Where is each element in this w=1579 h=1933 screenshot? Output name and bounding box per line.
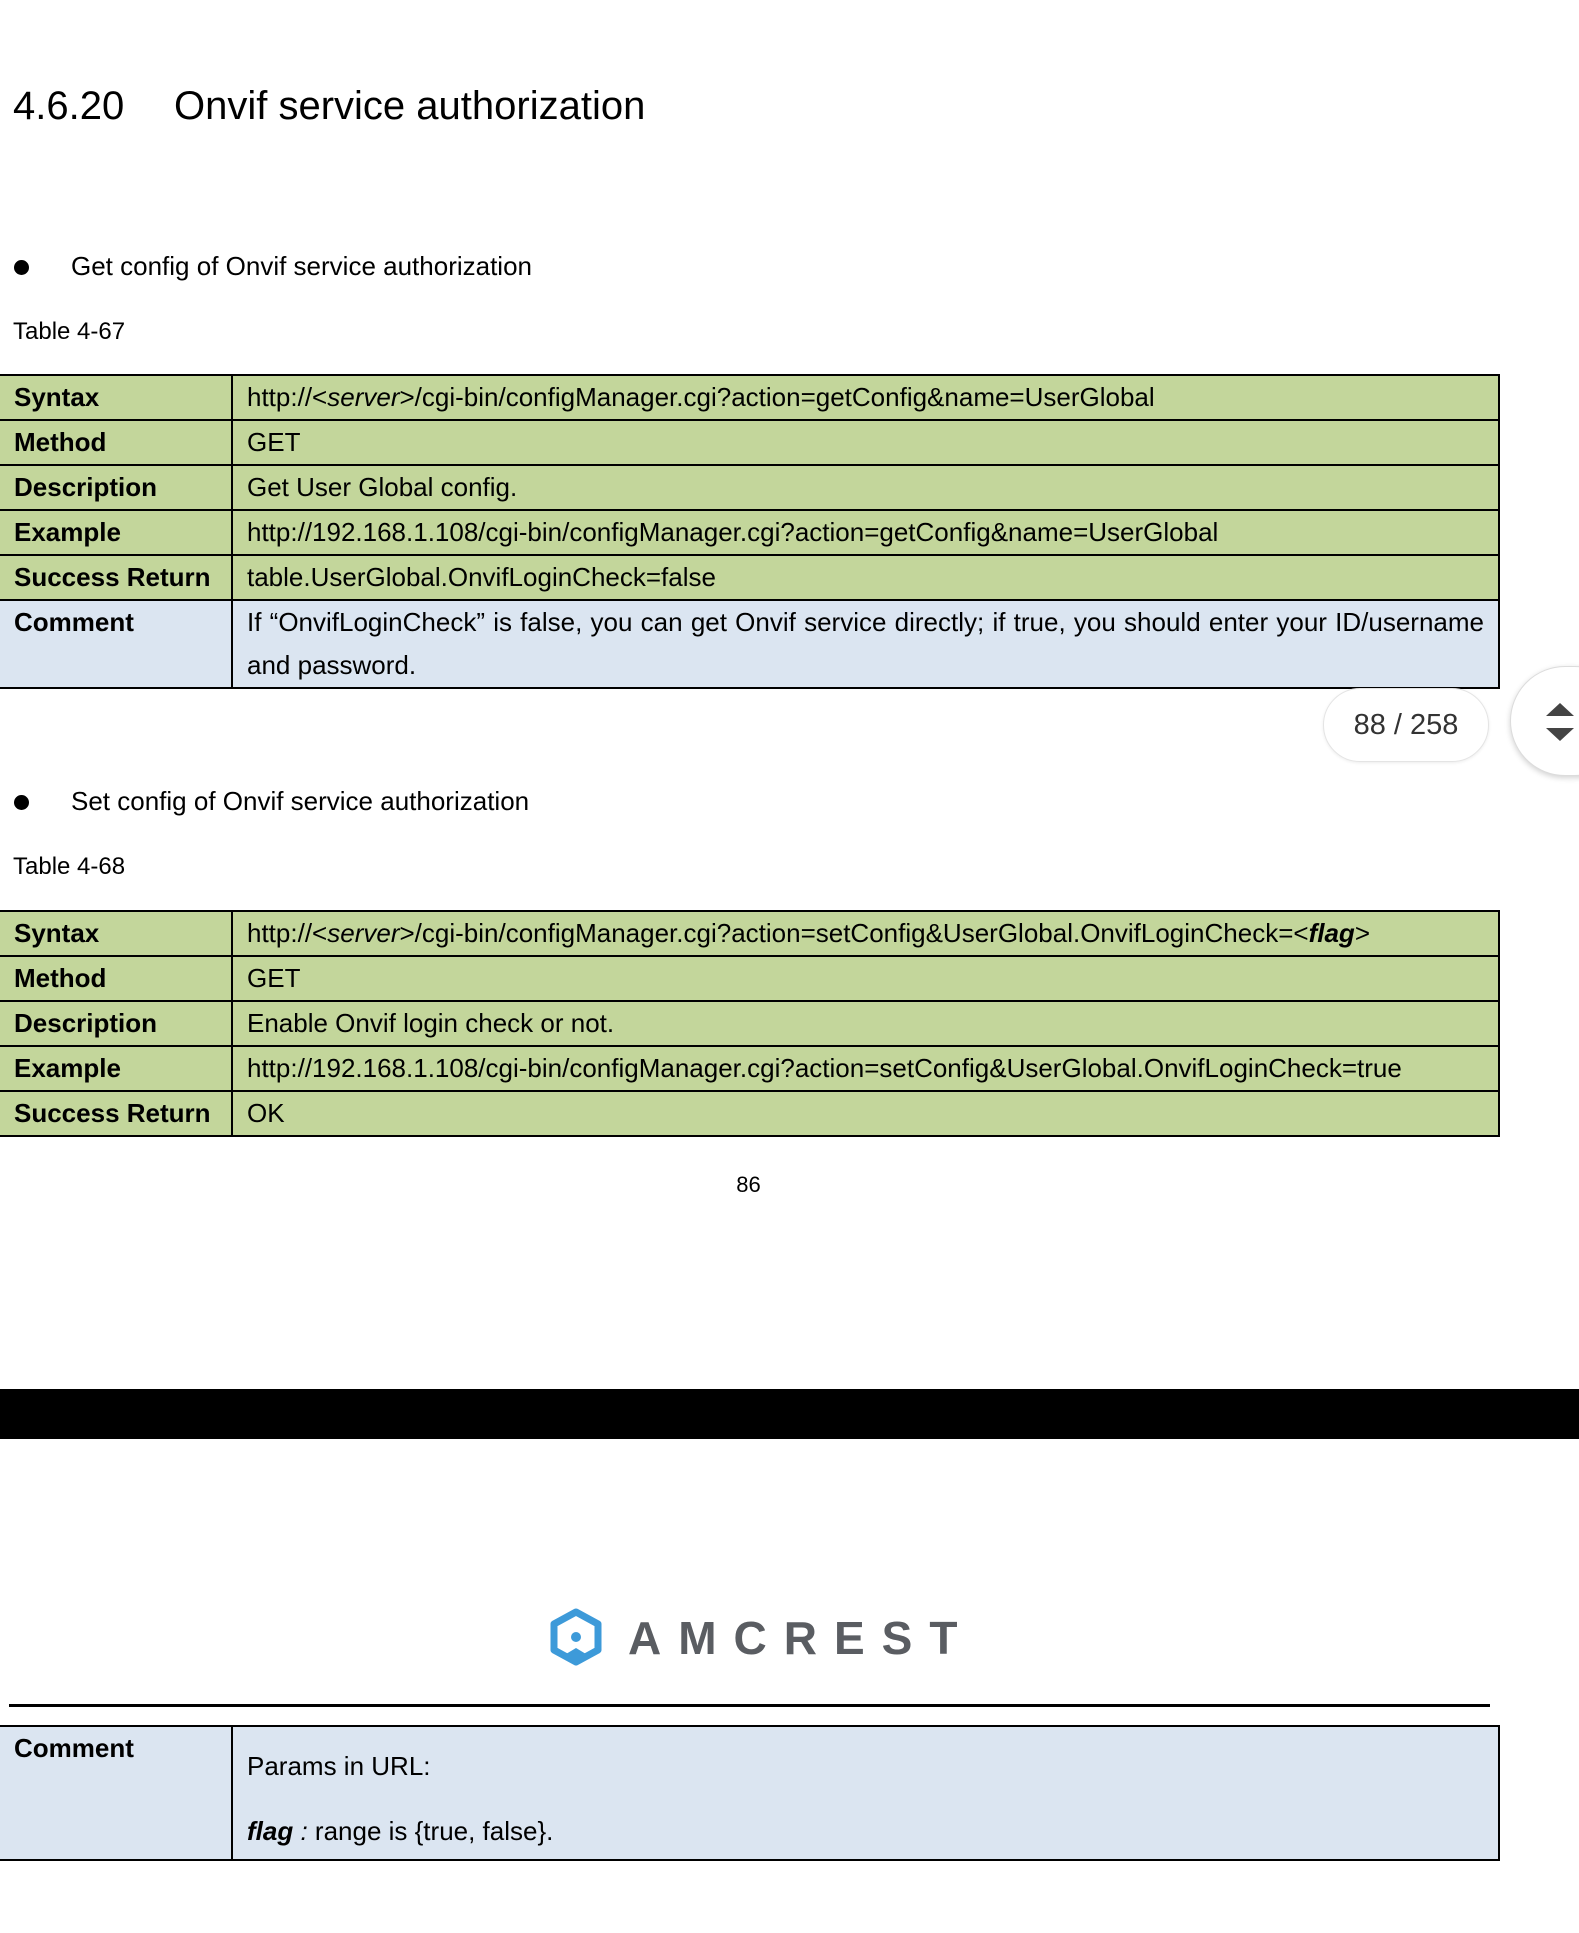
table-row (0, 555, 1499, 600)
row-key: Description (0, 465, 232, 510)
table-row (0, 600, 1499, 688)
bullet-text: Get config of Onvif service authorization (71, 251, 533, 281)
bullet-dot-icon (14, 795, 29, 810)
row-key: Success Return (0, 1091, 232, 1136)
section-number: 4.6.20 (13, 84, 125, 128)
comment-table (0, 1725, 1500, 1861)
flag-placeholder: flag (1308, 918, 1355, 948)
row-value: GET (232, 420, 1499, 465)
server-placeholder: server (327, 918, 400, 948)
set-config-table (0, 910, 1500, 1137)
row-value: http://192.168.1.108/cgi-bin/configManager.cgi?action=getConfig&name=UserGlobal (232, 510, 1499, 555)
table-row (0, 1046, 1499, 1091)
row-value: Enable Onvif login check or not. (232, 1001, 1499, 1046)
section-heading (13, 84, 645, 129)
table-caption: Table 4-67 (13, 318, 126, 345)
table-row (0, 911, 1499, 956)
syntax-value: http://<server>/cgi-bin/configManager.cgi?action=setConfig&UserGlobal.OnvifLoginCheck=<flag> (232, 911, 1499, 956)
up-down-arrows-icon (1543, 701, 1577, 743)
table-row (0, 1091, 1499, 1136)
row-key: Comment (0, 1726, 232, 1860)
amcrest-hexagon-logo (548, 1608, 604, 1668)
table-row (0, 956, 1499, 1001)
row-value: Get User Global config. (232, 465, 1499, 510)
row-key: Method (0, 420, 232, 465)
row-value (232, 600, 1499, 688)
header-rule (9, 1704, 1490, 1707)
table-row (0, 465, 1499, 510)
param-line: flag : range is {true, false}. (247, 1816, 554, 1846)
row-key: Example (0, 510, 232, 555)
row-value: table.UserGlobal.OnvifLoginCheck=false (232, 555, 1499, 600)
row-key: Syntax (0, 375, 232, 420)
row-key: Description (0, 1001, 232, 1046)
param-name: flag (247, 1816, 294, 1846)
page-number: 86 (736, 1172, 761, 1197)
page-separator (0, 1389, 1579, 1439)
row-key: Example (0, 1046, 232, 1091)
section-title: Onvif service authorization (174, 84, 646, 128)
scroll-handle[interactable] (1510, 666, 1579, 776)
get-config-bullet (14, 251, 532, 282)
logo-text: AMCREST (628, 1612, 975, 1664)
bullet-text: Set config of Onvif service authorization (71, 786, 530, 816)
page-indicator[interactable]: 88 / 258 (1323, 688, 1489, 762)
bullet-dot-icon (14, 260, 29, 275)
table-row (0, 510, 1499, 555)
comment-text: If “OnvifLoginCheck” is false, you can get Onvif service directly; if true, you should enter your ID/username and password. (247, 607, 1484, 680)
table-caption: Table 4-68 (13, 853, 126, 880)
set-config-bullet (14, 786, 529, 817)
row-value: OK (232, 1091, 1499, 1136)
server-placeholder: server (327, 382, 400, 412)
syntax-value: http://<server>/cgi-bin/configManager.cgi?action=getConfig&name=UserGlobal (232, 375, 1499, 420)
row-key: Syntax (0, 911, 232, 956)
row-value: GET (232, 956, 1499, 1001)
row-key: Success Return (0, 555, 232, 600)
table-row (0, 1001, 1499, 1046)
row-key: Method (0, 956, 232, 1001)
row-value: http://192.168.1.108/cgi-bin/configManager.cgi?action=setConfig&UserGlobal.OnvifLoginCheck=true (232, 1046, 1499, 1091)
row-value (232, 1726, 1499, 1860)
amcrest-logo (548, 1608, 974, 1668)
param-desc: range is {true, false}. (314, 1816, 554, 1846)
get-config-table (0, 374, 1500, 689)
row-key: Comment (0, 600, 232, 688)
table-row (0, 1726, 1499, 1860)
table-row (0, 420, 1499, 465)
params-heading: Params in URL: (247, 1751, 431, 1781)
table-row (0, 375, 1499, 420)
